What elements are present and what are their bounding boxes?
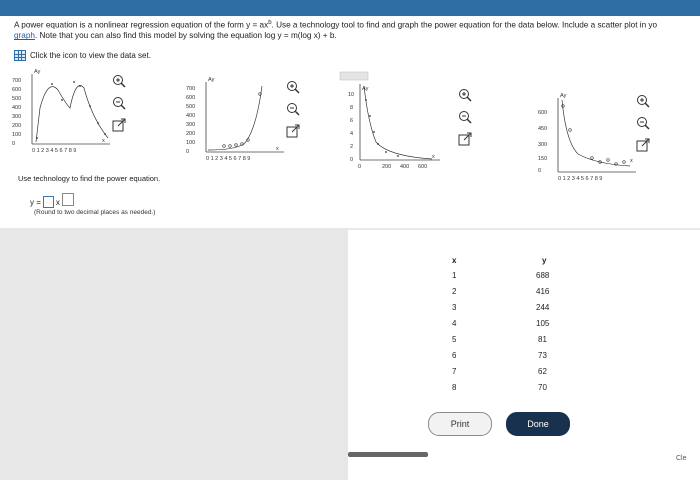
graph-option-a[interactable] bbox=[10, 68, 110, 163]
x-axis-label: x bbox=[630, 158, 633, 164]
question-line-1: A power equation is a nonlinear regression equation of the form y = ax bbox=[14, 20, 269, 30]
y-tick: 400 bbox=[186, 113, 196, 119]
y-tick: 600 bbox=[12, 87, 22, 93]
y-tick: 700 bbox=[186, 86, 196, 92]
exponent-b: b bbox=[268, 20, 272, 26]
cell-y: 81 bbox=[538, 335, 547, 344]
y-tick: 400 bbox=[12, 105, 22, 111]
close-button-partial[interactable]: Cle bbox=[676, 455, 687, 462]
cell-y: 244 bbox=[536, 303, 550, 312]
cell-x: 4 bbox=[452, 319, 457, 328]
cell-y: 73 bbox=[538, 351, 547, 360]
y-tick: 4 bbox=[350, 131, 354, 137]
y-tick: 450 bbox=[538, 126, 548, 132]
x-tick: 200 bbox=[382, 164, 392, 170]
zoom-out-icon[interactable] bbox=[636, 116, 650, 130]
dataset-popup bbox=[348, 230, 700, 480]
graph-link[interactable]: graph bbox=[14, 31, 35, 41]
exponent-b-input[interactable] bbox=[62, 193, 74, 206]
y-tick: 300 bbox=[538, 142, 548, 148]
cell-x: 3 bbox=[452, 303, 457, 312]
y-tick: 0 bbox=[538, 168, 542, 174]
cell-x: 2 bbox=[452, 287, 457, 296]
y-axis-label: Ay bbox=[362, 86, 369, 92]
curve bbox=[562, 100, 630, 166]
x-ticks: 0 1 2 3 4 5 6 7 8 9 bbox=[206, 156, 251, 162]
x-ticks: 0 1 2 3 4 5 6 7 8 9 bbox=[558, 176, 603, 182]
y-tick: 8 bbox=[350, 105, 354, 111]
y-tick: 300 bbox=[12, 114, 22, 120]
zoom-in-icon[interactable] bbox=[636, 94, 650, 108]
cell-x: 1 bbox=[452, 271, 457, 280]
y-tick: 6 bbox=[350, 118, 354, 124]
zoom-out-icon[interactable] bbox=[286, 102, 300, 116]
background-area bbox=[0, 228, 348, 480]
x-tick: 600 bbox=[418, 164, 428, 170]
done-button[interactable]: Done bbox=[506, 412, 570, 436]
y-tick: 200 bbox=[186, 131, 196, 137]
x-ticks: 0 1 2 3 4 5 6 7 8 9 bbox=[32, 148, 77, 154]
curve bbox=[208, 86, 262, 150]
y-tick: 300 bbox=[186, 122, 196, 128]
zoom-in-icon[interactable] bbox=[112, 74, 126, 88]
x-axis-label: x bbox=[102, 138, 105, 144]
graph-option-c[interactable] bbox=[332, 72, 442, 177]
y-tick: 200 bbox=[12, 123, 22, 129]
use-technology-prompt: Use technology to find the power equation. bbox=[18, 174, 161, 183]
column-header-x: x bbox=[452, 256, 457, 265]
question-text bbox=[14, 18, 700, 42]
zoom-out-icon[interactable] bbox=[458, 110, 472, 124]
y-tick: 10 bbox=[348, 92, 355, 98]
y-tick: 500 bbox=[12, 96, 22, 102]
cell-x: 5 bbox=[452, 335, 457, 344]
graph-option-b[interactable] bbox=[184, 76, 284, 171]
y-tick: 600 bbox=[538, 110, 548, 116]
y-tick: 150 bbox=[538, 156, 548, 162]
answer-row bbox=[30, 196, 74, 208]
y-tick: 100 bbox=[12, 132, 22, 138]
question-line-1-end: . Use a technology tool to find and graph the power equation for the data below. Include a scatter plot in yo bbox=[271, 20, 658, 30]
x-axis-label: x bbox=[432, 154, 435, 160]
question-line-2: . Note that you can also find this model by solving the equation log y = m(log x) + b. bbox=[34, 31, 337, 41]
graph-header-bar bbox=[340, 72, 368, 80]
y-tick: 100 bbox=[186, 140, 196, 146]
zoom-out-icon[interactable] bbox=[112, 96, 126, 110]
cell-y: 688 bbox=[536, 271, 550, 280]
cell-x: 8 bbox=[452, 383, 457, 392]
data-table-icon[interactable] bbox=[14, 50, 26, 61]
coefficient-a-input[interactable] bbox=[43, 196, 54, 208]
more-help-bar[interactable] bbox=[348, 452, 428, 457]
dataset-row[interactable] bbox=[14, 50, 151, 61]
x-symbol: x bbox=[55, 197, 60, 207]
y-equals-label: y = bbox=[30, 197, 41, 207]
zoom-in-icon[interactable] bbox=[458, 88, 472, 102]
zoom-in-icon[interactable] bbox=[286, 80, 300, 94]
y-tick: 0 bbox=[350, 157, 354, 163]
y-axis-label: Ay bbox=[208, 77, 215, 83]
y-axis-label: Ay bbox=[34, 69, 41, 75]
y-tick: 0 bbox=[186, 149, 190, 155]
top-banner bbox=[0, 0, 700, 16]
dataset-link[interactable]: Click the icon to view the data set. bbox=[30, 51, 151, 60]
curve bbox=[364, 86, 432, 159]
column-header-y: y bbox=[542, 256, 547, 265]
y-tick: 500 bbox=[186, 104, 196, 110]
curve bbox=[36, 86, 108, 143]
print-button[interactable]: Print bbox=[428, 412, 492, 436]
external-link-icon[interactable] bbox=[458, 132, 472, 146]
cell-x: 7 bbox=[452, 367, 457, 376]
cell-y: 70 bbox=[538, 383, 547, 392]
x-axis-label: x bbox=[276, 146, 279, 152]
cell-y: 62 bbox=[538, 367, 547, 376]
y-tick: 600 bbox=[186, 95, 196, 101]
cell-y: 416 bbox=[536, 287, 550, 296]
x-tick: 0 bbox=[358, 164, 362, 170]
x-tick: 400 bbox=[400, 164, 410, 170]
external-link-icon[interactable] bbox=[636, 138, 650, 152]
y-tick: 700 bbox=[12, 78, 22, 84]
rounding-note: (Round to two decimal places as needed.) bbox=[34, 209, 156, 216]
external-link-icon[interactable] bbox=[112, 118, 126, 132]
external-link-icon[interactable] bbox=[286, 124, 300, 138]
cell-x: 6 bbox=[452, 351, 457, 360]
y-tick: 0 bbox=[12, 141, 16, 147]
cell-y: 105 bbox=[536, 319, 550, 328]
graph-option-d[interactable] bbox=[536, 92, 636, 189]
y-tick: 2 bbox=[350, 144, 354, 150]
y-axis-label: Ay bbox=[560, 93, 567, 99]
